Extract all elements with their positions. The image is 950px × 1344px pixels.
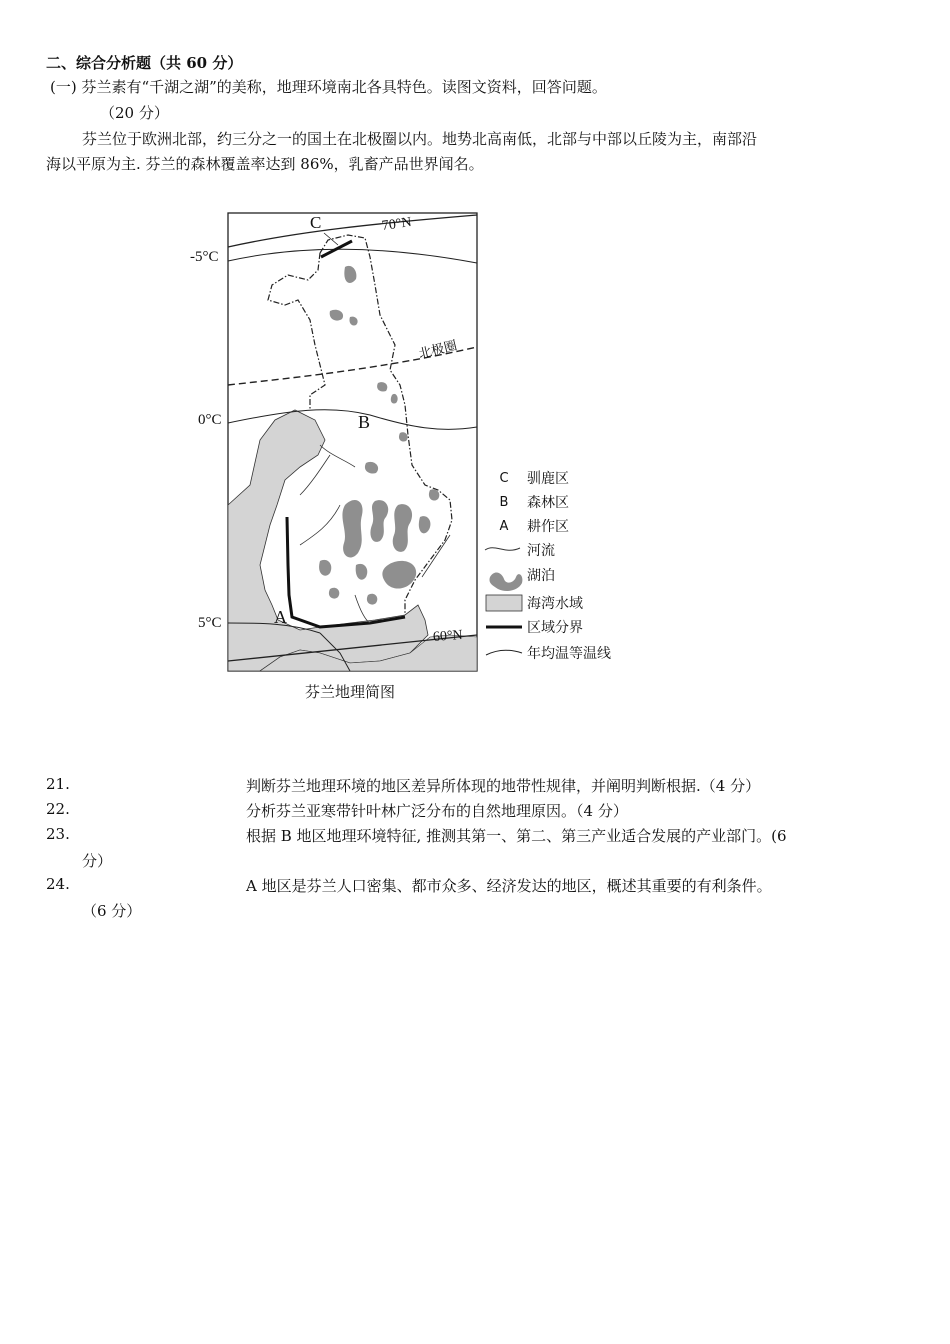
question-23-text: 根据 B 地区地理环境特征, 推测其第一、第二、第三产业适合发展的产业部门。(6 xyxy=(246,827,787,845)
paragraph-line-1: 芬兰位于欧洲北部，约三分之一的国土在北极圈以内。地势北高南低，北部与中部以丘陵为主，南部沿 xyxy=(82,130,758,148)
isotherm-0-label: 0°C xyxy=(198,412,222,428)
question-24-text: A 地区是芬兰人口密集、都市众多、经济发达的地区，概述其重要的有利条件。 xyxy=(246,877,772,895)
legend-label-lake: 湖泊 xyxy=(527,568,555,584)
lake-district-1 xyxy=(342,500,362,557)
legend-label-c: 驯鹿区 xyxy=(527,471,569,487)
question-intro: (一) 芬兰素有“千湖之湖”的美称，地理环境南北各具特色。读图文资料，回答问题。 xyxy=(50,78,607,96)
legend-item-b xyxy=(485,492,569,512)
finland-map-figure xyxy=(180,205,640,710)
question-23-continuation: 分） xyxy=(82,852,113,870)
lake-icon xyxy=(485,565,523,585)
zone-c-label: C xyxy=(310,213,322,232)
map-caption: 芬兰地理简图 xyxy=(305,685,396,701)
boundary-icon xyxy=(485,617,523,637)
latitude-70n-label: 70°N xyxy=(381,215,413,234)
legend-label-sea: 海湾水域 xyxy=(527,596,583,612)
legend-label-a: 耕作区 xyxy=(527,519,569,535)
section-title: 二、综合分析题（共 60 分） xyxy=(46,54,243,72)
arctic-circle-label: 北极圈 xyxy=(417,337,459,362)
legend-item-boundary xyxy=(485,617,583,637)
question-21-text: 判断芬兰地理环境的地区差异所体现的地带性规律，并阐明判断根据.（4 分） xyxy=(246,777,761,795)
legend-item-sea xyxy=(485,593,583,613)
paragraph-line-2: 海以平原为主. 芬兰的森林覆盖率达到 86%，乳畜产品世界闻名。 xyxy=(46,155,484,173)
legend-label-boundary: 区域分界 xyxy=(527,620,583,636)
river-icon xyxy=(485,540,523,560)
latitude-60n-label: 60°N xyxy=(432,627,464,646)
question-24-continuation: （6 分） xyxy=(82,902,142,920)
letter-a-icon: A xyxy=(499,518,509,534)
sea-icon xyxy=(485,593,523,613)
legend-item-isotherm xyxy=(485,643,611,663)
isotherm-icon xyxy=(485,643,523,663)
legend-item-a xyxy=(485,516,569,536)
zone-a-label: A xyxy=(274,607,287,627)
legend-item-lake xyxy=(485,565,555,585)
question-24-number: 24. xyxy=(46,875,70,893)
question-21-number: 21. xyxy=(46,775,70,793)
legend-label-b: 森林区 xyxy=(527,495,569,511)
question-23-number: 23. xyxy=(46,825,70,843)
isotherm-5-label: 5°C xyxy=(198,615,222,631)
question-22-number: 22. xyxy=(46,800,70,818)
legend-item-river xyxy=(485,540,555,560)
legend-label-isotherm: 年均温等温线 xyxy=(527,646,611,662)
question-22-text: 分析芬兰亚寒带针叶林广泛分布的自然地理原因。（4 分） xyxy=(246,802,628,820)
legend-item-c xyxy=(485,468,569,488)
isotherm-minus5-label: -5°C xyxy=(190,249,219,265)
lake-district-9 xyxy=(367,594,377,605)
lake-district-8 xyxy=(329,588,339,599)
letter-c-icon: C xyxy=(499,470,509,486)
question-points: （20 分） xyxy=(100,104,169,122)
zone-b-label: B xyxy=(358,412,371,432)
legend-label-river: 河流 xyxy=(527,543,555,559)
letter-b-icon: B xyxy=(499,494,509,510)
